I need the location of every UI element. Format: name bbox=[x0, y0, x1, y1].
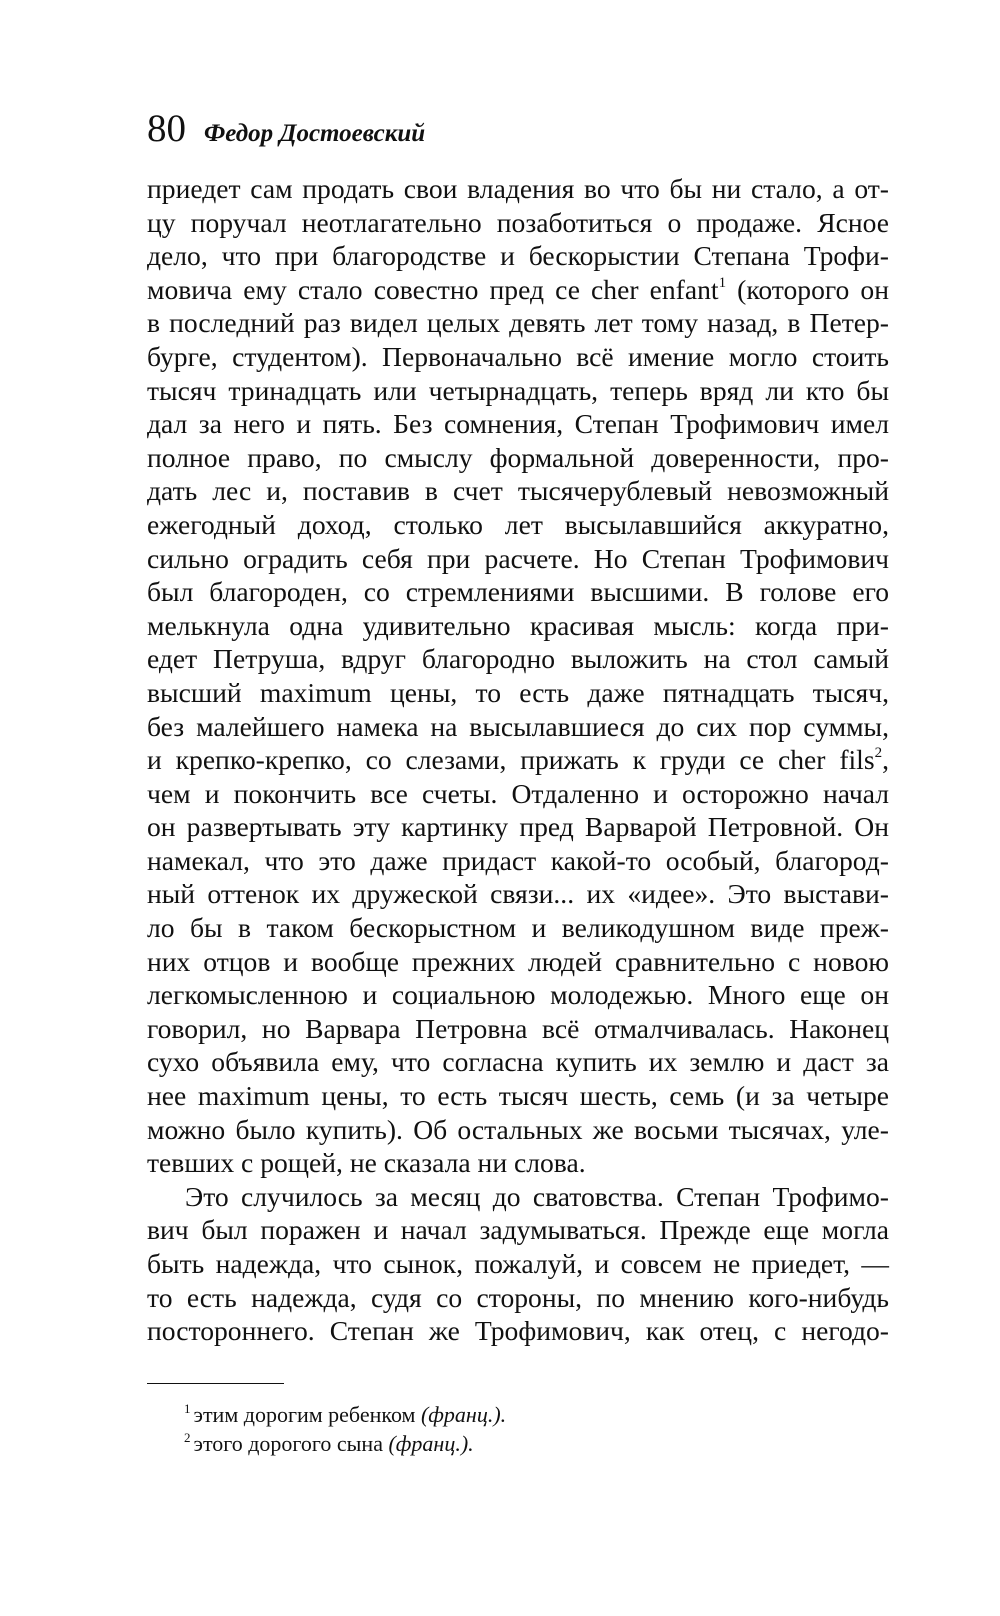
footnote-text: этим дорогим ребенком bbox=[193, 1402, 421, 1427]
footnote-2 bbox=[184, 1429, 506, 1458]
footnote-divider bbox=[147, 1383, 284, 1384]
text-line bbox=[147, 743, 889, 777]
footnote-marker: 2 bbox=[184, 1430, 191, 1445]
text-line: то есть надежда, судя со стороны, по мнению кого-нибудь bbox=[147, 1281, 889, 1313]
text-line: ежегодный доход, столько лет высылавшийся аккуратно, bbox=[147, 508, 889, 540]
text-line: ло бы в таком бескорыстном и великодушном виде преж- bbox=[147, 912, 889, 944]
text-line: вич был поражен и начал задумываться. Прежде еще могла bbox=[147, 1214, 889, 1246]
text-line: сухо объявила ему, что согласна купить их землю и даст за bbox=[147, 1046, 889, 1078]
text-line-part: и крепко-крепко, со слезами, прижать к груди се cher fils bbox=[147, 744, 875, 776]
footnote-ref-1: 1 bbox=[718, 274, 727, 291]
running-title: Федор Достоевский bbox=[204, 120, 426, 147]
text-line: в последний раз видел целых девять лет тому назад, в Петер- bbox=[147, 307, 889, 339]
footnotes bbox=[184, 1400, 506, 1458]
body-text bbox=[147, 172, 889, 1348]
text-line: быть надежда, что сынок, пожалуй, и совсем не приедет, — bbox=[147, 1248, 889, 1279]
text-line: без малейшего намека на высылавшиеся до сих пор суммы, bbox=[147, 710, 889, 742]
text-line: мелькнула одна удивительно красивая мысль: когда при- bbox=[147, 609, 889, 641]
text-line: намекал, что это даже придаст какой-то особый, благород- bbox=[147, 844, 889, 876]
footnote-lang: (франц.). bbox=[388, 1431, 474, 1456]
text-line: полное право, по смыслу формальной доверенности, про- bbox=[147, 441, 889, 473]
footnote-1 bbox=[184, 1400, 506, 1429]
footnote-lang: (франц.). bbox=[420, 1402, 507, 1427]
text-line: дать лес и, поставив в счет тысячерублевый невозможный bbox=[147, 475, 889, 507]
text-line-part: мовича ему стало совестно пред се cher enfant bbox=[147, 273, 719, 305]
page-header bbox=[147, 106, 425, 151]
text-line: он развертывать эту картинку пред Варварой Петровной. Он bbox=[147, 811, 889, 843]
text-line bbox=[147, 273, 889, 307]
text-line-part: , bbox=[882, 744, 889, 776]
footnote-marker: 1 bbox=[184, 1401, 191, 1416]
text-line: нее maximum цены, то есть тысяч шесть, семь (и за четыре bbox=[147, 1080, 889, 1112]
text-line: них отцов и вообще прежних людей сравнительно с новою bbox=[147, 945, 889, 977]
text-line: можно было купить). Об остальных же восьми тысячах, уле- bbox=[147, 1113, 889, 1145]
text-line: легкомысленною и социальною молодежью. Много еще он bbox=[147, 979, 889, 1011]
page-number: 80 bbox=[147, 107, 186, 150]
text-line-part: (которого он bbox=[726, 273, 889, 305]
text-line: высший maximum цены, то есть даже пятнадцать тысяч, bbox=[147, 676, 889, 708]
text-line: тевших с рощей, не сказала ни слова. bbox=[147, 1147, 586, 1179]
text-line: говорил, но Варвара Петровна всё отмалчивалась. Наконец bbox=[147, 1012, 889, 1044]
text-line: ный оттенок их дружеской связи... их «идее». Это выстави- bbox=[147, 878, 889, 910]
text-line: был благороден, со стремлениями высшими. В голове его bbox=[147, 576, 889, 608]
footnote-ref-2: 2 bbox=[874, 745, 883, 762]
text-line: тысяч тринадцать или четырнадцать, теперь вряд ли кто бы bbox=[147, 374, 889, 406]
text-line: дал за него и пять. Без сомнения, Степан Трофимович имел bbox=[147, 408, 889, 440]
text-line: цу поручал неотлагательно позаботиться о продаже. Ясное bbox=[147, 206, 889, 238]
text-line: Это случилось за месяц до сватовства. Степан Трофимо- bbox=[185, 1180, 889, 1212]
text-line: чем и покончить все счеты. Отдаленно и осторожно начал bbox=[147, 777, 889, 809]
footnote-text: этого дорогого сына bbox=[193, 1431, 389, 1456]
text-line: приедет сам продать свои владения во что бы ни стало, а от- bbox=[147, 173, 889, 204]
text-line: сильно оградить себя при расчете. Но Степан Трофимович bbox=[147, 542, 889, 574]
text-line: постороннего. Степан же Трофимович, как отец, с негодо- bbox=[147, 1315, 889, 1347]
text-line: бурге, студентом). Первоначально всё имение могло стоить bbox=[147, 340, 889, 372]
text-line: дело, что при благородстве и бескорыстии Степана Трофи- bbox=[147, 240, 889, 272]
text-line: едет Петруша, вдруг благородно выложить на стол самый bbox=[147, 643, 889, 675]
